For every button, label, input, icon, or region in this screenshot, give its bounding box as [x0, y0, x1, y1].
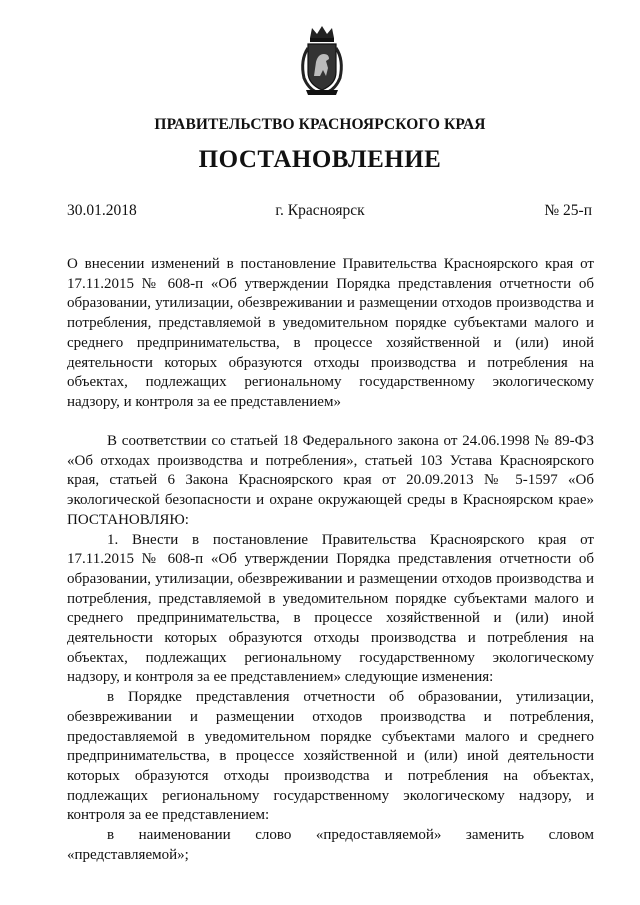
document-title-block — [67, 255, 594, 413]
document-date: 30.01.2018 — [67, 202, 137, 219]
coat-of-arms-emblem — [296, 24, 348, 96]
body-paragraph-preamble: В соответствии со статьей 18 Федерального закона от 24.06.1998 № 89-ФЗ «Об отходах производства и потребления», статьей 103 Устава Красноярского края, статьей 6 Закона Красноярского края от 20.09.2013 № 5-1597 «Об экологической безопасности и охране окружающей среды в Красноярском крае» ПОСТАНОВЛЯЮ: — [67, 433, 594, 528]
document-number: № 25-п — [544, 202, 592, 219]
body-paragraph-amendment: в Порядке представления отчетности об образовании, утилизации, обезвреживании и размещении отходов производства и потребления, предоставляемой в уведомительном порядке субъектами малого и среднего предпринимательства, в процессе хозяйственной и (или) иной деятельности которых образуются отходы производства и потребления на объектах, подлежащих региональному государственному экологическому надзору, и контроля за ее представлением: — [67, 689, 594, 824]
organization-heading: ПРАВИТЕЛЬСТВО КРАСНОЯРСКОГО КРАЯ — [154, 116, 486, 133]
document-body — [67, 432, 594, 865]
document-type-heading: ПОСТАНОВЛЕНИЕ — [198, 146, 442, 173]
document-title: О внесении изменений в постановление Правительства Красноярского края от 17.11.2015 № 608-п «Об утверждении Порядка представления отчетности об образовании, утилизации, обезвреживании и размещении отходов производства и потребления, представляемой в уведомительном порядке субъектами малого и среднего предпринимательства, в процессе хозяйственной и (или) иной деятельности которых образуются отходы производства и потребления на объектах, подлежащих региональному государственному экологическому надзору, и контроля за ее представлением» — [67, 256, 594, 410]
body-paragraph-item-1: 1. Внести в постановление Правительства Красноярского края от 17.11.2015 № 608-п «Об утверждении Порядка представления отчетности об образовании, утилизации, обезвреживании и размещении отходов производства и потребления, представляемой в уведомительном порядке субъектами малого и среднего предпринимательства, в процессе хозяйственной и (или) иной деятельности которых образуются отходы производства и потребления на объектах, подлежащих региональному государственному экологическому надзору, и контроля за ее представлением» следующие изменения: — [67, 531, 594, 686]
body-paragraph-title-change: в наименовании слово «предоставляемой» заменить словом «представляемой»; — [67, 827, 594, 863]
document-city: г. Красноярск — [275, 202, 365, 219]
